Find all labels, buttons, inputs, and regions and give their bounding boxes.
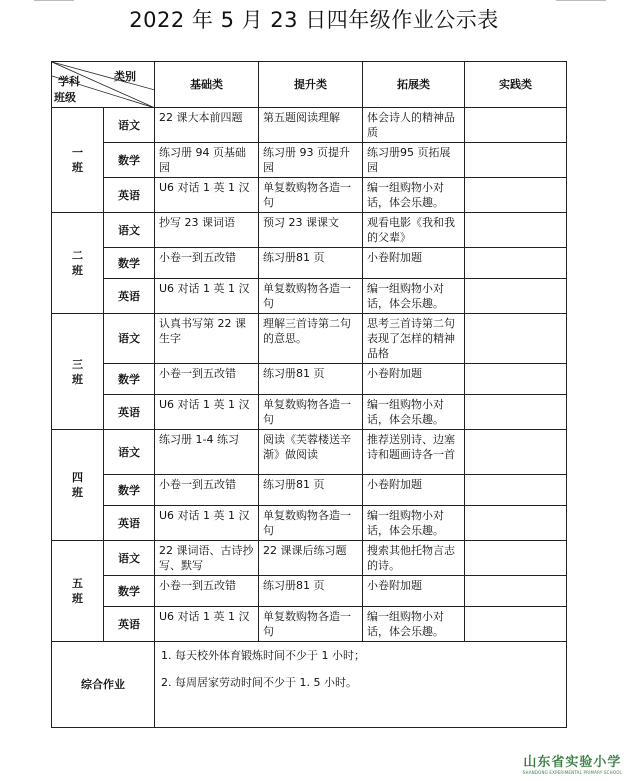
subject-name: 语文 [104,314,155,364]
extra-row [52,642,567,728]
extra-item: 2. 每周居家劳动时间不少于 1. 5 小时。 [161,676,357,689]
column-header: 提升类 [259,62,363,108]
table-row [52,395,567,430]
task-cell [465,279,567,314]
task-cell: 观看电影《我和我的父辈》 [363,213,465,248]
header-rule-right [556,0,606,1]
table-row [52,143,567,178]
table-row [52,430,567,475]
task-cell: 体会诗人的精神品质 [363,108,465,143]
task-cell: 编一组购物小对话，体会乐趣。 [363,178,465,213]
task-cell: 22 课词语、古诗抄写、默写 [155,541,259,576]
class-name: 四 班 [52,430,104,541]
header-row [52,62,567,108]
table-row [52,541,567,576]
table-row [52,506,567,541]
task-cell: 练习册 93 页提升园 [259,143,363,178]
task-cell: 认真书写第 22 课生字 [155,314,259,364]
task-cell: U6 对话 1 英 1 汉 [155,395,259,430]
class-name: 一 班 [52,108,104,213]
task-cell: 小卷一到五改错 [155,364,259,395]
column-header: 拓展类 [363,62,465,108]
task-cell: 小卷附加题 [363,576,465,607]
task-cell: U6 对话 1 英 1 汉 [155,279,259,314]
table-row [52,213,567,248]
table-row [52,108,567,143]
class-name: 二 班 [52,213,104,314]
subject-name: 数学 [104,143,155,178]
table-row [52,576,567,607]
task-cell: 练习册 1-4 练习 [155,430,259,475]
task-cell [465,395,567,430]
task-cell [465,576,567,607]
diag-class-label: 班级 [54,91,76,104]
table-row [52,314,567,364]
subject-name: 英语 [104,506,155,541]
task-cell: 小卷附加题 [363,475,465,506]
class-name: 三 班 [52,314,104,430]
subject-name: 数学 [104,475,155,506]
task-cell [465,108,567,143]
task-cell [465,213,567,248]
subject-name: 英语 [104,607,155,642]
task-cell: 22 课大本前四题 [155,108,259,143]
table-row [52,178,567,213]
task-cell: 小卷一到五改错 [155,248,259,279]
task-cell: 思考三首诗第二句表现了怎样的精神品格 [363,314,465,364]
subject-name: 数学 [104,364,155,395]
task-cell: 预习 23 课课文 [259,213,363,248]
table-row [52,475,567,506]
task-cell [465,314,567,364]
task-cell: 单复数购物各造一句 [259,279,363,314]
extra-label: 综合作业 [52,642,155,728]
task-cell: 小卷一到五改错 [155,576,259,607]
table-row [52,279,567,314]
task-cell [465,143,567,178]
task-cell: 小卷一到五改错 [155,475,259,506]
task-cell: 练习册81 页 [259,248,363,279]
task-cell: 小卷附加题 [363,248,465,279]
task-cell: 第五题阅读理解 [259,108,363,143]
task-cell [465,430,567,475]
page-title: 2022 年 5 月 23 日四年级作业公示表 [129,8,499,32]
class-name: 五 班 [52,541,104,642]
subject-name: 语文 [104,541,155,576]
task-cell [465,248,567,279]
task-cell: 单复数购物各造一句 [259,395,363,430]
task-cell: 理解三首诗第二句的意思。 [259,314,363,364]
task-cell: 编一组购物小对话，体会乐趣。 [363,395,465,430]
task-cell: 推荐送别诗、边塞诗和题画诗各一首 [363,430,465,475]
task-cell: U6 对话 1 英 1 汉 [155,607,259,642]
task-cell: U6 对话 1 英 1 汉 [155,178,259,213]
header-rule-left [34,0,74,1]
subject-name: 语文 [104,213,155,248]
task-cell: 练习册 94 页基础园 [155,143,259,178]
logo-text: 山东省实验小学 [523,755,622,770]
task-cell: 编一组购物小对话，体会乐趣。 [363,607,465,642]
subject-name: 英语 [104,395,155,430]
school-logo [523,751,622,775]
logo-subtext: SHANDONG EXPERIMENTAL PRIMARY SCHOOL [522,770,622,775]
task-cell: 22 课课后练习题 [259,541,363,576]
extra-item: 1. 每天校外体育锻炼时间不少于 1 小时； [161,649,365,662]
diagonal-header-cell [52,62,155,108]
task-cell: 搜索其他托物言志的诗。 [363,541,465,576]
task-cell: 单复数购物各造一句 [259,178,363,213]
subject-name: 数学 [104,576,155,607]
subject-name: 数学 [104,248,155,279]
task-cell [465,364,567,395]
task-cell [465,607,567,642]
task-cell [465,506,567,541]
subject-name: 语文 [104,430,155,475]
diag-subject-label: 学科 [58,75,80,88]
subject-name: 语文 [104,108,155,143]
task-cell: 单复数购物各造一句 [259,607,363,642]
task-cell [465,541,567,576]
task-cell: 练习册81 页 [259,364,363,395]
task-cell: 编一组购物小对话，体会乐趣。 [363,506,465,541]
task-cell: 阅读《芙蓉楼送辛渐》做阅读 [259,430,363,475]
task-cell: 练习册81 页 [259,576,363,607]
table-row [52,607,567,642]
table-row [52,364,567,395]
diag-category-label: 类别 [114,70,136,83]
task-cell: 练习册95 页拓展园 [363,143,465,178]
column-header: 基础类 [155,62,259,108]
task-cell: 编一组购物小对话，体会乐趣。 [363,279,465,314]
task-cell [465,178,567,213]
task-cell: 小卷附加题 [363,364,465,395]
task-cell: 单复数购物各造一句 [259,506,363,541]
table-row [52,248,567,279]
subject-name: 英语 [104,178,155,213]
subject-name: 英语 [104,279,155,314]
extra-content [155,642,567,728]
column-header: 实践类 [465,62,567,108]
task-cell [465,475,567,506]
task-cell: U6 对话 1 英 1 汉 [155,506,259,541]
homework-table [51,61,567,728]
task-cell: 抄写 23 课词语 [155,213,259,248]
task-cell: 练习册81 页 [259,475,363,506]
